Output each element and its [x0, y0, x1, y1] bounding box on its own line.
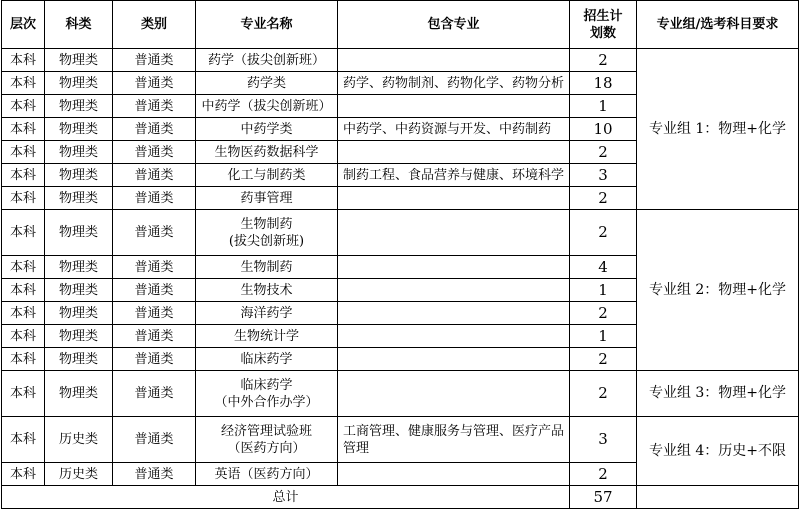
- cell-quota: 2: [570, 49, 637, 72]
- header-group: 专业组/选考科目要求: [637, 1, 799, 49]
- cell-quota: 2: [570, 371, 637, 417]
- cell-quota: 2: [570, 187, 637, 210]
- cell-type: 普通类: [113, 417, 196, 463]
- cell-included-line1: 工商管理、健康服务与管理、医疗产品: [343, 423, 565, 439]
- cell-name: 临床药学: [196, 348, 338, 371]
- cell-category: 物理类: [45, 256, 113, 279]
- cell-quota: 18: [570, 72, 637, 95]
- cell-category: 物理类: [45, 49, 113, 72]
- cell-category: 物理类: [45, 325, 113, 348]
- cell-type: 普通类: [113, 141, 196, 164]
- cell-type: 普通类: [113, 463, 196, 486]
- cell-included: [338, 210, 570, 256]
- total-group-blank: [637, 486, 799, 509]
- cell-level: 本科: [2, 210, 45, 256]
- cell-level: 本科: [2, 256, 45, 279]
- header-included: 包含专业: [338, 1, 570, 49]
- cell-name-line2: (拔尖创新班): [228, 233, 305, 249]
- cell-name: [196, 417, 338, 463]
- cell-quota: 1: [570, 279, 637, 302]
- cell-name: 海洋药学: [196, 302, 338, 325]
- cell-included: [338, 49, 570, 72]
- header-quota-line2: 划数: [589, 25, 616, 41]
- cell-name: 英语（医药方向）: [196, 463, 338, 486]
- cell-included: [338, 463, 570, 486]
- cell-name: [196, 210, 338, 256]
- cell-category: 物理类: [45, 371, 113, 417]
- cell-category: 物理类: [45, 95, 113, 118]
- cell-name: 化工与制药类: [196, 164, 338, 187]
- cell-type: 普通类: [113, 348, 196, 371]
- cell-category: 物理类: [45, 164, 113, 187]
- cell-name: [196, 371, 338, 417]
- cell-name: 药学类: [196, 72, 338, 95]
- cell-level: 本科: [2, 348, 45, 371]
- cell-type: 普通类: [113, 187, 196, 210]
- cell-quota: 3: [570, 417, 637, 463]
- cell-included: [338, 325, 570, 348]
- cell-level: 本科: [2, 164, 45, 187]
- cell-type: 普通类: [113, 210, 196, 256]
- total-value: 57: [570, 486, 637, 509]
- cell-included: [338, 417, 570, 463]
- cell-level: 本科: [2, 417, 45, 463]
- cell-level: 本科: [2, 302, 45, 325]
- cell-included: 制药工程、食品营养与健康、环境科学: [338, 164, 570, 187]
- table-row: [2, 371, 799, 417]
- table-row: [2, 210, 799, 256]
- cell-level: 本科: [2, 325, 45, 348]
- cell-quota: 2: [570, 210, 637, 256]
- cell-name: 生物技术: [196, 279, 338, 302]
- header-level: 层次: [2, 1, 45, 49]
- cell-type: 普通类: [113, 72, 196, 95]
- total-row: [2, 486, 799, 509]
- header-category: 科类: [45, 1, 113, 49]
- cell-included: [338, 256, 570, 279]
- cell-level: 本科: [2, 279, 45, 302]
- cell-level: 本科: [2, 141, 45, 164]
- cell-included: [338, 371, 570, 417]
- cell-level: 本科: [2, 463, 45, 486]
- cell-type: 普通类: [113, 118, 196, 141]
- cell-included: [338, 302, 570, 325]
- cell-type: 普通类: [113, 325, 196, 348]
- cell-type: 普通类: [113, 49, 196, 72]
- cell-quota: 2: [570, 302, 637, 325]
- cell-level: 本科: [2, 95, 45, 118]
- cell-level: 本科: [2, 49, 45, 72]
- cell-type: 普通类: [113, 164, 196, 187]
- cell-included: [338, 348, 570, 371]
- header-quota: [570, 1, 637, 49]
- cell-level: 本科: [2, 118, 45, 141]
- cell-name-line2: （中外合作办学）: [214, 394, 319, 410]
- cell-name: 药学（拔尖创新班）: [196, 49, 338, 72]
- header-quota-line1: 招生计: [583, 8, 623, 24]
- cell-type: 普通类: [113, 302, 196, 325]
- cell-category: 物理类: [45, 187, 113, 210]
- group-3-cell: 专业组 3：物理+化学: [637, 371, 799, 417]
- cell-category: 物理类: [45, 72, 113, 95]
- cell-quota: 3: [570, 164, 637, 187]
- cell-category: 物理类: [45, 210, 113, 256]
- cell-category: 物理类: [45, 279, 113, 302]
- cell-category: 物理类: [45, 141, 113, 164]
- group-4-cell: 专业组 4：历史+不限: [637, 417, 799, 486]
- cell-type: 普通类: [113, 371, 196, 417]
- cell-included: [338, 141, 570, 164]
- cell-quota: 2: [570, 141, 637, 164]
- cell-name: 药事管理: [196, 187, 338, 210]
- cell-category: 物理类: [45, 118, 113, 141]
- cell-level: 本科: [2, 187, 45, 210]
- cell-name-line1: 临床药学: [240, 377, 293, 393]
- group-2-cell: 专业组 2：物理+化学: [637, 210, 799, 371]
- cell-name: 中药学（拔尖创新班）: [196, 95, 338, 118]
- cell-name: 中药学类: [196, 118, 338, 141]
- cell-quota: 1: [570, 95, 637, 118]
- cell-name-line2: （医药方向）: [227, 440, 306, 456]
- cell-quota: 4: [570, 256, 637, 279]
- table-row: [2, 417, 799, 463]
- group-1-cell: 专业组 1：物理+化学: [637, 49, 799, 210]
- cell-level: 本科: [2, 371, 45, 417]
- cell-quota: 1: [570, 325, 637, 348]
- cell-type: 普通类: [113, 279, 196, 302]
- cell-name: 生物统计学: [196, 325, 338, 348]
- header-name: 专业名称: [196, 1, 338, 49]
- enrollment-plan-table: [1, 0, 799, 509]
- cell-category: 历史类: [45, 463, 113, 486]
- cell-quota: 2: [570, 463, 637, 486]
- total-label: 总计: [2, 486, 570, 509]
- table-row: [2, 49, 799, 72]
- cell-name: 生物医药数据科学: [196, 141, 338, 164]
- header-row: [2, 1, 799, 49]
- cell-included: 中药学、中药资源与开发、中药制药: [338, 118, 570, 141]
- cell-quota: 10: [570, 118, 637, 141]
- cell-category: 物理类: [45, 348, 113, 371]
- cell-name: 生物制药: [196, 256, 338, 279]
- cell-category: 物理类: [45, 302, 113, 325]
- cell-level: 本科: [2, 72, 45, 95]
- header-type: 类别: [113, 1, 196, 49]
- cell-included: [338, 187, 570, 210]
- cell-included: [338, 279, 570, 302]
- cell-name-line1: 经济管理试验班: [220, 423, 312, 439]
- cell-type: 普通类: [113, 95, 196, 118]
- cell-quota: 2: [570, 348, 637, 371]
- cell-included-line2: 管理: [343, 440, 370, 456]
- cell-included: 药学、药物制剂、药物化学、药物分析: [338, 72, 570, 95]
- cell-type: 普通类: [113, 256, 196, 279]
- cell-included: [338, 95, 570, 118]
- cell-name-line1: 生物制药: [240, 216, 293, 232]
- cell-category: 历史类: [45, 417, 113, 463]
